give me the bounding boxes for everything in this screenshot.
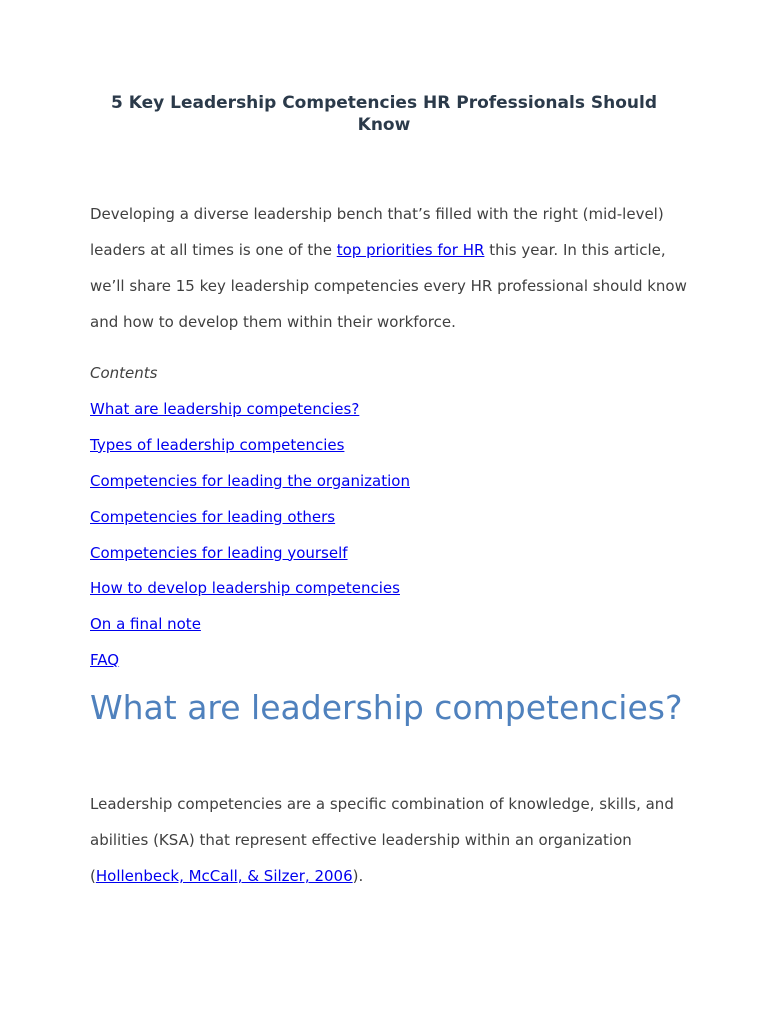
toc-item xyxy=(90,578,410,614)
article-title: 5 Key Leadership Competencies HR Professionals Should Know xyxy=(111,93,657,135)
toc-link-leading-the-organization[interactable]: Competencies for leading the organization xyxy=(90,471,410,490)
toc-link-faq[interactable]: FAQ xyxy=(90,651,120,670)
toc-item xyxy=(90,435,410,471)
toc-link-types-of-leadership-competencies[interactable]: Types of leadership competencies xyxy=(90,435,345,454)
toc-link-final-note[interactable]: On a final note xyxy=(90,615,201,634)
toc-link-leading-yourself[interactable]: Competencies for leading yourself xyxy=(90,543,348,562)
intro-text-start: Developing a diverse leadership bench that’s filled with the right (mid-level) leaders at all times is one of the xyxy=(90,205,664,259)
toc-link-leading-others[interactable]: Competencies for leading others xyxy=(90,507,336,526)
section-text-end: ). xyxy=(352,867,364,885)
citation-link[interactable]: Hollenbeck, McCall, & Silzer, 2006 xyxy=(95,867,353,885)
section-text-start: Leadership competencies are a specific combination of knowledge, skills, and abilities (KSA) that represent effective leadership within an organization ( xyxy=(90,795,674,885)
intro-paragraph xyxy=(90,196,690,340)
toc-item xyxy=(90,614,410,650)
toc-item xyxy=(90,543,410,579)
toc-link-what-are-leadership-competencies[interactable]: What are leadership competencies? xyxy=(90,400,360,418)
section-paragraph xyxy=(90,786,690,894)
toc-link-how-to-develop[interactable]: How to develop leadership competencies xyxy=(90,579,400,598)
table-of-contents xyxy=(90,399,410,686)
intro-text-end: this year. In this article, we’ll share 15 key leadership competencies every HR professional should know and how to develop them within their workforce. xyxy=(90,241,687,331)
section-heading: What are leadership competencies? xyxy=(90,688,683,727)
contents-label: Contents xyxy=(90,364,158,382)
toc-item xyxy=(90,507,410,543)
toc-item xyxy=(90,471,410,507)
toc-item xyxy=(90,650,410,686)
toc-item xyxy=(90,399,410,435)
top-priorities-link[interactable]: top priorities for HR xyxy=(336,241,485,259)
